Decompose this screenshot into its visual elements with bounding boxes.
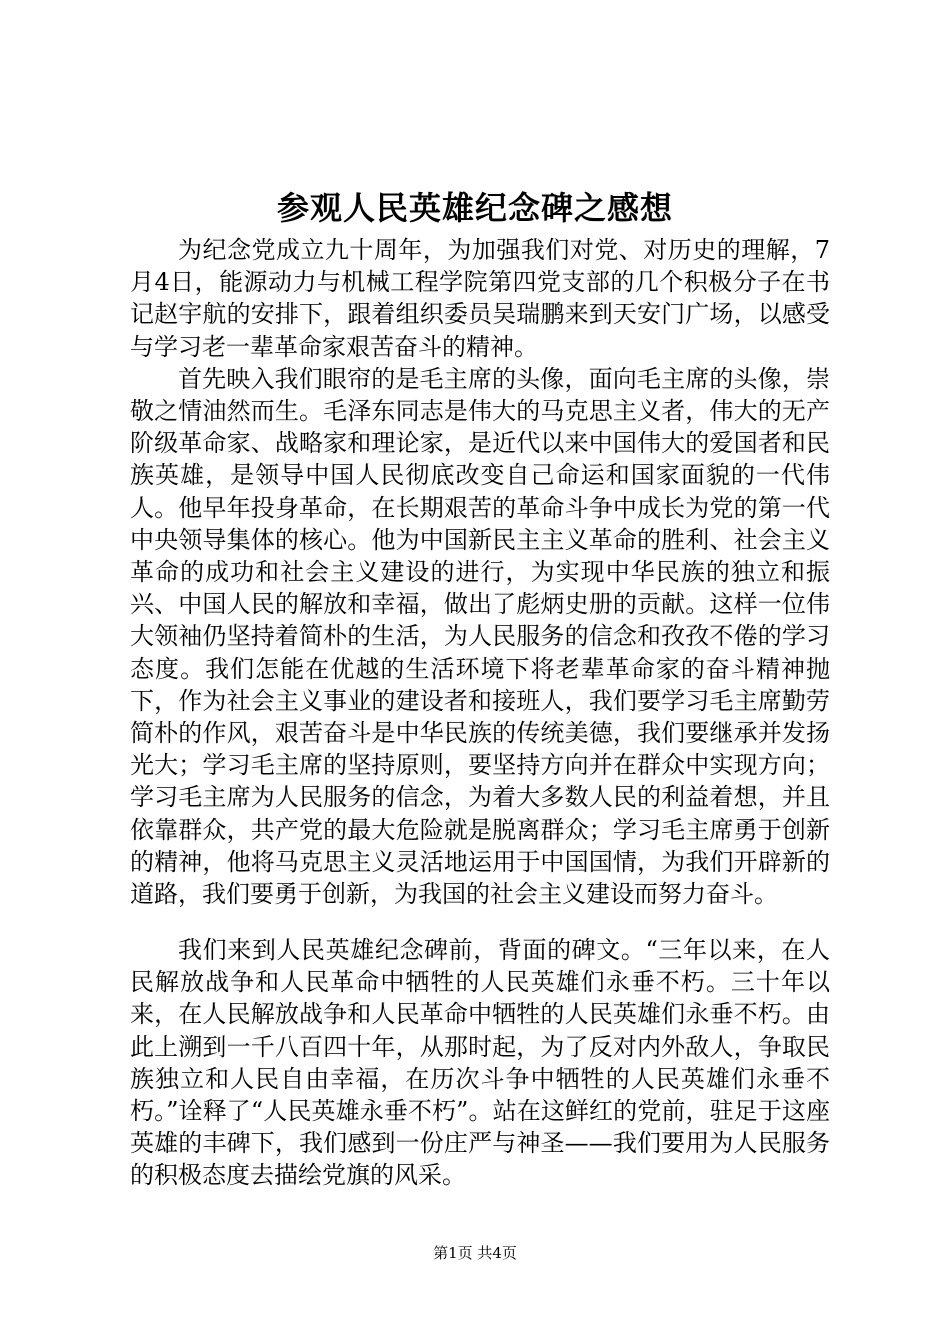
- paragraph-monument: 我们来到人民英雄纪念碑前，背面的碑文。“三年以来，在人民解放战争和人民革命中牺牲的人民英雄们永垂不朽。三十年以来，在人民解放战争和人民革命中牺牲的人民英雄们永垂不朽。由此上溯到一千八百四十年，从那时起，为了反对内外敌人，争取民族独立和人民自由幸福，在历次斗争中牺牲的人民英雄们永垂不朽。”诠释了“人民英雄永垂不朽”。站在这鲜红的党前，驻足于这座英雄的丰碑下，我们感到一份庄严与神圣——我们要用为人民服务的积极态度去描绘党旗的风采。: [130, 936, 830, 1190]
- paragraph-intro: 为纪念党成立九十周年，为加强我们对党、对历史的理解，7月4日，能源动力与机械工程学院第四党支部的几个积极分子在书记赵宇航的安排下，跟着组织委员吴瑞鹏来到天安门广场，以感受与学习老一辈革命家艰苦奋斗的精神。: [130, 236, 830, 361]
- document-title: 参观人民英雄纪念碑之感想: [276, 189, 673, 227]
- page-number-footer: 第1页 共4页: [433, 1244, 517, 1262]
- document-body-top: [130, 234, 830, 910]
- paragraph-chairman-mao: 首先映入我们眼帘的是毛主席的头像，面向毛主席的头像，崇敬之情油然而生。毛泽东同志是伟大的马克思主义者，伟大的无产阶级革命家、战略家和理论家，是近代以来中国伟大的爱国者和民族英雄，是领导中国人民彻底改变自己命运和国家面貌的一代伟人。他早年投身革命，在长期艰苦的革命斗争中成长为党的第一代中央领导集体的核心。他为中国新民主主义革命的胜利、社会主义革命的成功和社会主义建设的进行，为实现中华民族的独立和振兴、中国人民的解放和幸福，做出了彪炳史册的贡献。这样一位伟大领袖仍坚持着简朴的生活，为人民服务的信念和孜孜不倦的学习态度。我们怎能在优越的生活环境下将老辈革命家的奋斗精神抛下，作为社会主义事业的建设者和接班人，我们要学习毛主席勤劳简朴的作风，艰苦奋斗是中华民族的传统美德，我们要继承并发扬光大；学习毛主席的坚持原则，要坚持方向并在群众中实现方向；学习毛主席为人民服务的信念，为着大多数人民的利益着想，并且依靠群众，共产党的最大危险就是脱离群众；学习毛主席勇于创新的精神，他将马克思主义灵活地运用于中国国情，为我们开辟新的道路，我们要勇于创新，为我国的社会主义建设而努力奋斗。: [130, 364, 830, 909]
- document-body-bottom: [130, 934, 830, 1192]
